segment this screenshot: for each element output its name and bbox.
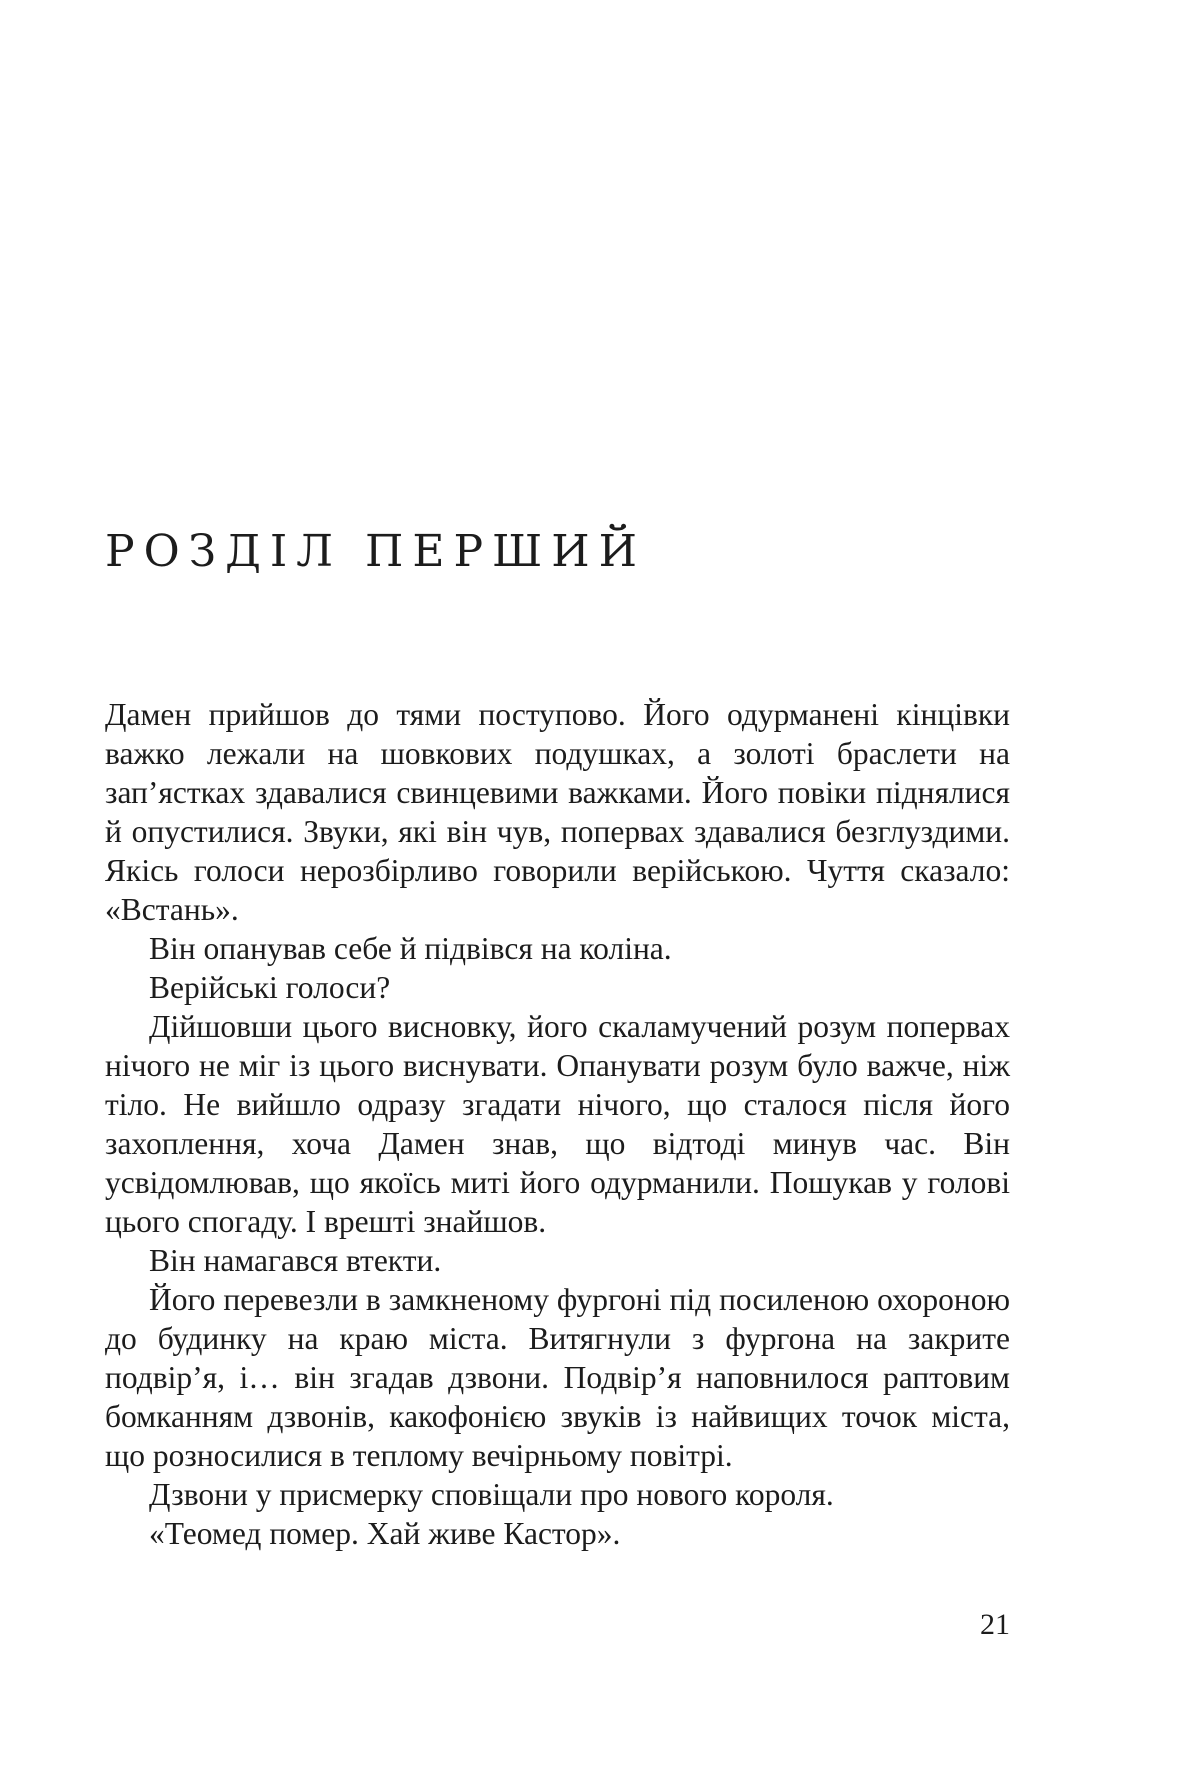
paragraph: «Теомед помер. Хай живе Кастор». [149, 1516, 621, 1551]
paragraph: Він намагався втекти. [149, 1243, 442, 1278]
paragraph: Він опанував себе й підвівся на коліна. [149, 931, 672, 966]
paragraph: Дзвони у присмерку сповіщали про нового короля. [149, 1477, 834, 1512]
paragraph: Його перевезли в замкненому фургоні під посиленою охороною до будинку на краю міста. Витягнули з фургона на закрите подвір’я, і… він згадав дзвони. Подвір’я наповнилося раптовим бомканням дзвонів, какофонією звуків із найвищих точок міста, що розносилися в теплому вечірньому повітрі. [105, 1282, 1010, 1473]
chapter-body [105, 695, 1010, 1553]
chapter-title: РОЗДІЛ ПЕРШИЙ [105, 526, 646, 577]
paragraph: Дійшовши цього висновку, його скаламучений розум попервах нічого не міг із цього виснувати. Опанувати розум було важче, ніж тіло. Не вийшло одразу згадати нічого, що сталося після його захоплення, хоча Дамен знав, що відтоді минув час. Він усвідомлював, що якоїсь миті його одурманили. Пошукав у голові цього спогаду. І врешті знайшов. [105, 1009, 1010, 1239]
page-number: 21 [980, 1608, 1010, 1641]
paragraph: Верійські голоси? [149, 970, 391, 1005]
paragraph: Дамен прийшов до тями поступово. Його одурманені кінцівки важко лежали на шовкових подушках, а золоті браслети на зап’ястках здавалися свинцевими важками. Його повіки піднялися й опустилися. Звуки, які він чув, попервах здавалися безглуздими. Якісь голоси нерозбірливо говорили верійською. Чуття сказало: «Встань». [105, 697, 1010, 927]
